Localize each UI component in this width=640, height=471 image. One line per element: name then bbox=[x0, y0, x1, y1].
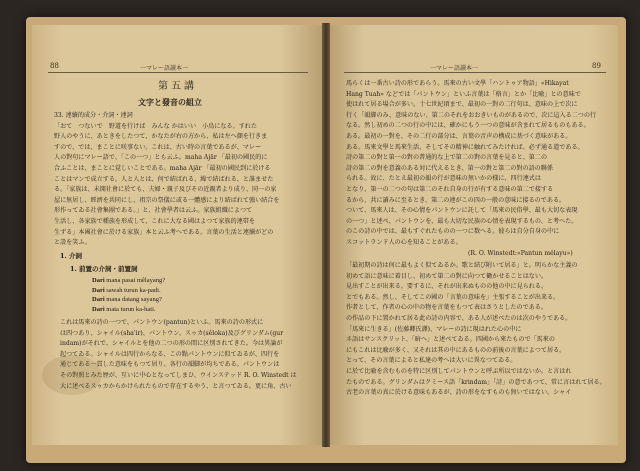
header-rule bbox=[48, 72, 308, 73]
book-gutter bbox=[322, 23, 330, 447]
example-keyword: Dari bbox=[92, 286, 105, 294]
text-line: られる。故に、たとえ最初の韻の行が意味の無いかの様に、四行連式は bbox=[346, 175, 541, 183]
text-line: たものである。グリンダムはクミース語「krindam」「詩」の意であつて、常に言はれて居る。 bbox=[346, 378, 606, 386]
text-line: 屋に無居し、經濟を共同にし、祖宗の祭儀に或る一體感により結ばれて強い結合を bbox=[54, 196, 280, 204]
text-line: ある。最初の一對を、その二行の部分は、言葉の音声の構成に基づく意味がある。 bbox=[346, 132, 572, 140]
example-text: mana pasai mêlayang? bbox=[104, 277, 166, 284]
text-line: 33. 連續的成分・介詞・連詞 bbox=[54, 112, 133, 119]
text-line: 「おて つないで 野道を行けば みんな かはいい 小鳥になる。すれた bbox=[54, 122, 257, 130]
header-rule bbox=[344, 72, 606, 73]
text-line: Hang Tuah» などでは「パントウン」といふ言葉は「格言」とか「比喩」との意味で bbox=[346, 90, 581, 98]
example-line bbox=[92, 305, 165, 315]
closing-paragraph bbox=[60, 318, 316, 392]
paragraph-2 bbox=[346, 261, 612, 399]
example-keyword: Dari bbox=[92, 305, 105, 313]
text-line: 形作ってゐる社會集團である。」と、社會學者は云ふ。家族組織によつて bbox=[54, 207, 253, 215]
text-line: 馬らくは一番古い詩の形であらう。馬來の古い文學「ハントゥア物語」«Hikayat bbox=[346, 80, 569, 87]
text-line: すので、では、まことに咲事ない。これは、古い時の言葉であるが、マレー bbox=[54, 143, 262, 151]
text-line: ネ語はサンスクリット、「暗へ」と述べてゐる。四國から來たもので「馬來の bbox=[346, 336, 555, 344]
subsection-label: 1. 介詞 bbox=[60, 252, 83, 260]
example-line bbox=[92, 295, 165, 305]
text-line: 人の對句にマレー語で、「この一つ」とも云ふ。maha Ajār 「最初の國民的に bbox=[54, 154, 268, 162]
text-line: のこの詩の中では、最もすぐれたものの一つに数へる。彼らは自分自身の中に bbox=[346, 228, 560, 236]
open-book bbox=[26, 17, 626, 463]
text-line: るから、共に讀みに至るとき、第二の連がこの四の一般の意味に接るのである。 bbox=[346, 196, 566, 204]
intro-paragraph bbox=[54, 111, 314, 249]
text-line: ある。馬來文學と馬來生活、そしてその精神に触れてみたければ、必ず通る道である。 bbox=[346, 143, 584, 151]
text-line: なる。然し初めの二つの行の中には、確かにもう一つの意味が含まれて居るものもある。 bbox=[346, 122, 590, 130]
example-text: mata turun ka-hati. bbox=[104, 305, 156, 313]
page-number: 88 bbox=[50, 62, 59, 70]
text-line: 合ふことは、まことに覚しいことである。maha Ajār 「最初の國民到に於ける bbox=[54, 164, 271, 172]
left-page bbox=[32, 25, 322, 445]
text-line: の作品の下に置かれて居る此の詩の内容で、ある人が述べたのは次のやうである。 bbox=[346, 314, 572, 322]
text-line: に於て比喩を含むものを特に区別してパントウンと呼ぶ所以ではないか。と言はれ bbox=[346, 367, 572, 375]
text-line: 起つてゐる。シャイルは四行からなる、この點パントウンに似てゐるが、四行を bbox=[60, 350, 280, 358]
item-label: 1. 前置の介詞・前置詞 bbox=[70, 265, 138, 273]
text-line: の一つ」と述べ、パントウンを、最も大切な民族の心情を表現するもの、と考へた。 bbox=[346, 217, 578, 225]
paragraph-1 bbox=[346, 79, 612, 249]
lesson-title: 第五講 bbox=[158, 81, 197, 92]
text-line: と設を笑ふ。 bbox=[54, 239, 91, 247]
text-line: 見出すことが出来る。要するに、それが出来ぬものの他の中に見られる。 bbox=[346, 283, 548, 291]
text-line: スコットランド人の心を知ることがある。 bbox=[346, 238, 462, 246]
text-line: 古老の言葉の真に於ける意味もあるが、詩の形をなすものも無いではない。シャイ bbox=[346, 389, 572, 397]
running-head: 一マレー語讀本一 bbox=[140, 65, 189, 72]
text-line: 行く「韻脚のみ、意味のない、第二のそれをおおきいものがあるので、次に這入る二つの行 bbox=[346, 111, 597, 119]
text-line: となり、第一の二つの句は第二のそれ自身の行が有する意味の第二で接する bbox=[346, 185, 554, 193]
example-verses bbox=[92, 276, 165, 314]
text-line: 詩の第二の對と第一の對の普通的な上で第二の對の言葉を見ると、第二の bbox=[346, 154, 548, 162]
example-line bbox=[92, 286, 165, 296]
text-line: これは馬來の詩の一つで、パントウン(pantun)といふ。馬來の詩の形式に bbox=[60, 319, 264, 326]
text-line: る。「家族は、未開社會に於ても、夫婦・親子及びその近親者より成り、同一の家 bbox=[54, 186, 277, 194]
text-line: 使はれて居る場合が多い。十七世紀頃まで、最初の一對の二行句は、意味の上で次に bbox=[346, 101, 578, 109]
text-line: 大に述べるスゥカからかけられたもので存在するやう、と言つてゐる。更に角、古い bbox=[60, 382, 292, 390]
text-line: ことはマンで成立する。人と人とは、何で結ばれる、繰で結ばれる、と誰ませた bbox=[54, 175, 274, 183]
text-line: 生ずる」本國社會に於ける家族」本と云ふ考へである。言葉の生活と連續がどの bbox=[54, 228, 274, 236]
example-text: mana datang sayang? bbox=[104, 296, 162, 303]
page-number: 89 bbox=[592, 62, 601, 70]
example-text: sawah turun ka-padi. bbox=[104, 286, 161, 294]
text-line: とって、その言葉によると私達の考へは大いに異なつてゐる。 bbox=[346, 357, 517, 365]
text-line: とでもある。然し、そしてこの國の「言葉の意味を」主張することが出来る。 bbox=[346, 293, 560, 301]
text-line: は四つあり、シャイル(sha'ir)、パントウン、スゥカ(sêloka)及びグリンダム(gur bbox=[60, 329, 284, 337]
running-head: 一マレー語讀本一 bbox=[430, 65, 479, 72]
example-line bbox=[92, 276, 165, 286]
text-line: 野人のやうに、あときをしたつて、かなたが右の方から、私は左へ顔を行きま bbox=[54, 133, 268, 141]
text-line: 通じてある一貫した意味をもつて居り、各行の韻脚が均ちである。パントウンは bbox=[60, 361, 280, 369]
text-line: 作者として、作者の心の中の物を言葉をもつて表はさうとしたのである。 bbox=[346, 304, 547, 312]
section-title: 文字と發音の組立 bbox=[138, 97, 202, 107]
text-line: ついて、馬來人は、その心情をパントウンに託して「馬來の民俗學、最も大切な表現 bbox=[346, 207, 578, 215]
text-line: indam)がそれで、シャイルとを他の二つの形の間に区別されてきた。今は異論が bbox=[60, 340, 283, 348]
example-keyword: Dari bbox=[92, 296, 105, 303]
text-line: にもこれは比喩が多く、又それは其の中にあるものの前後の言葉によつて居る。 bbox=[346, 346, 566, 354]
right-page bbox=[330, 25, 618, 445]
example-keyword: Dari bbox=[92, 277, 105, 284]
text-line: 詩の第二の對を意義のある対に代えるとき、第一の對と第二の對の語の聯係 bbox=[346, 164, 553, 172]
text-line: 生活し、各家族で種族を形成して、これに大なる國はよつて家族的連帯を bbox=[54, 217, 255, 225]
text-line: 「最初期の詩は何に最もよく似てゐるか。歌と結び附いて居る」と。明らかな主義の bbox=[346, 262, 578, 269]
citation: (R. O. Winstedt:«Pantun mêlayu») bbox=[468, 250, 573, 257]
text-line: その對照とみた歴が、互いに中心となってしまひ、ウインステッド R. O. Winstedt は bbox=[60, 371, 297, 379]
text-line: 初めて語に意味に着目し、初めて第二の對に向つて働かせることはない。 bbox=[346, 272, 548, 280]
text-line: 「馬來に生きる」(佐藤卿氏譯)、マレーの詩に現はれた心の中に bbox=[346, 325, 522, 333]
